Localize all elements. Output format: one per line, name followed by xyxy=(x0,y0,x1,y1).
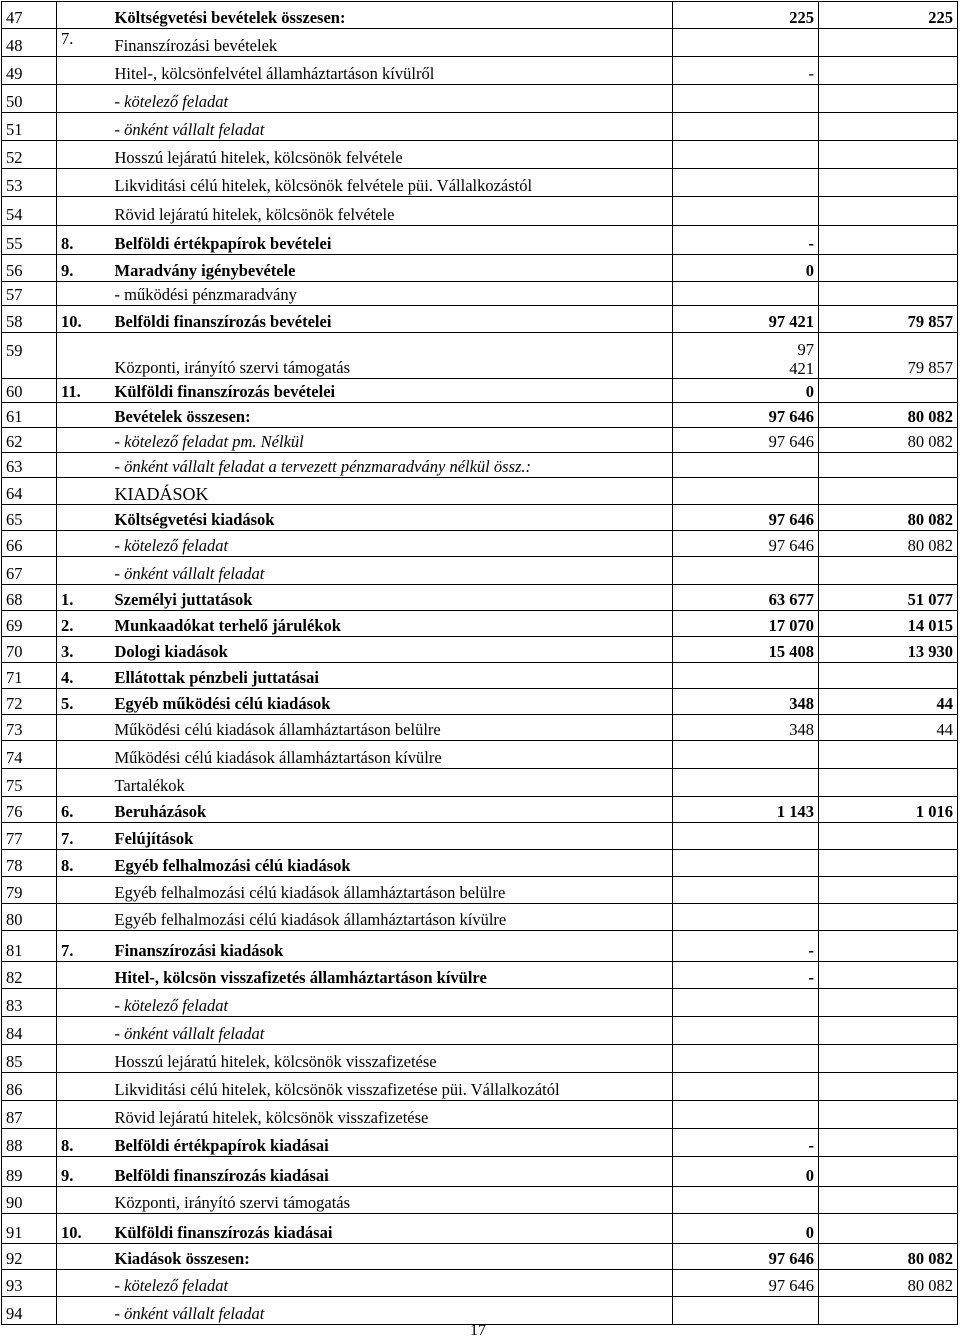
table-row xyxy=(2,478,958,505)
value-cell-a xyxy=(673,1045,819,1073)
value-cell-b: 80 082 xyxy=(819,1270,958,1297)
value-cell-a xyxy=(673,113,819,141)
item-number-cell xyxy=(57,113,111,141)
value-cell-b xyxy=(819,823,958,850)
value-cell-b: 13 930 xyxy=(819,637,958,663)
value-cell-b: 80 082 xyxy=(819,1244,958,1270)
value-cell-b xyxy=(819,226,958,255)
item-number-cell xyxy=(57,531,111,557)
value-cell-a: 97 646 xyxy=(673,1270,819,1297)
item-label-cell: Dologi kiadások xyxy=(111,637,673,663)
row-number-cell: 64 xyxy=(2,478,57,505)
table-row xyxy=(2,379,958,403)
item-label-cell: - önként vállalt feladat xyxy=(111,1017,673,1045)
item-label-cell: Finanszírozási kiadások xyxy=(111,931,673,962)
value-cell-a xyxy=(673,557,819,585)
value-cell-a xyxy=(673,85,819,113)
row-number-cell: 51 xyxy=(2,113,57,141)
value-cell-b xyxy=(819,1045,958,1073)
item-label-cell: Finanszírozási bevételek xyxy=(111,29,673,57)
item-label-cell: Hosszú lejáratú hitelek, kölcsönök visszafizetése xyxy=(111,1045,673,1073)
item-number-cell xyxy=(57,1045,111,1073)
table-row xyxy=(2,850,958,877)
row-number-cell: 87 xyxy=(2,1101,57,1129)
row-number-cell: 55 xyxy=(2,226,57,255)
item-label-cell: - önként vállalt feladat xyxy=(111,1297,673,1325)
value-cell-b: 14 015 xyxy=(819,611,958,637)
item-label-cell: Kiadások összesen: xyxy=(111,1244,673,1270)
item-number-cell xyxy=(57,453,111,478)
item-label-cell: - kötelező feladat xyxy=(111,1270,673,1297)
value-cell-a: 348 xyxy=(673,689,819,715)
row-number-cell: 67 xyxy=(2,557,57,585)
item-number-cell xyxy=(57,478,111,505)
value-cell-b xyxy=(819,663,958,689)
table-row xyxy=(2,282,958,306)
item-label-cell: Hosszú lejáratú hitelek, kölcsönök felvétele xyxy=(111,141,673,169)
row-number-cell: 49 xyxy=(2,57,57,85)
value-cell-a xyxy=(673,989,819,1017)
table-row xyxy=(2,962,958,989)
value-cell-a xyxy=(673,877,819,904)
table-row xyxy=(2,1244,958,1270)
table-row xyxy=(2,663,958,689)
item-number-cell: 3. xyxy=(57,637,111,663)
item-number-cell: 8. xyxy=(57,850,111,877)
value-cell-a: 1 143 xyxy=(673,797,819,823)
value-cell-b: 80 082 xyxy=(819,531,958,557)
row-number-cell: 78 xyxy=(2,850,57,877)
table-row xyxy=(2,931,958,962)
item-label-cell: Egyéb felhalmozási célú kiadások államháztartáson kívülre xyxy=(111,904,673,931)
item-number-cell xyxy=(57,1244,111,1270)
value-cell-b xyxy=(819,379,958,403)
value-cell-b xyxy=(819,113,958,141)
item-number-cell: 11. xyxy=(57,379,111,403)
item-number-cell xyxy=(57,197,111,226)
item-number-cell xyxy=(57,741,111,769)
item-label-cell: Egyéb működési célú kiadások xyxy=(111,689,673,715)
table-row xyxy=(2,1101,958,1129)
budget-table-body xyxy=(2,2,958,1325)
row-number-cell: 80 xyxy=(2,904,57,931)
value-cell-a: 97 646 xyxy=(673,428,819,453)
value-cell-a xyxy=(673,1187,819,1214)
item-number-cell xyxy=(57,1073,111,1101)
value-cell-b xyxy=(819,557,958,585)
value-cell-a: 97 646 xyxy=(673,531,819,557)
item-number-cell xyxy=(57,141,111,169)
item-number-cell xyxy=(57,769,111,797)
value-cell-b: 51 077 xyxy=(819,585,958,611)
row-number-cell: 58 xyxy=(2,306,57,333)
item-number-cell xyxy=(57,1017,111,1045)
item-label-cell: - önként vállalt feladat xyxy=(111,113,673,141)
item-label-cell: Belföldi értékpapírok bevételei xyxy=(111,226,673,255)
item-number-cell xyxy=(57,333,111,379)
item-label-cell: Működési célú kiadások államháztartáson kívülre xyxy=(111,741,673,769)
table-row xyxy=(2,403,958,428)
value-cell-a: 225 xyxy=(673,2,819,29)
row-number-cell: 53 xyxy=(2,169,57,197)
value-cell-a: 97 646 xyxy=(673,505,819,531)
item-label-cell: Munkaadókat terhelő járulékok xyxy=(111,611,673,637)
table-row xyxy=(2,29,958,57)
value-cell-a xyxy=(673,741,819,769)
item-label-cell: Belföldi értékpapírok kiadásai xyxy=(111,1129,673,1157)
table-row xyxy=(2,85,958,113)
value-cell-b xyxy=(819,453,958,478)
value-cell-a: 97 421 xyxy=(673,306,819,333)
budget-table xyxy=(1,1,958,1325)
row-number-cell: 73 xyxy=(2,715,57,741)
value-cell-b xyxy=(819,931,958,962)
value-cell-a xyxy=(673,1073,819,1101)
item-number-cell xyxy=(57,282,111,306)
row-number-cell: 75 xyxy=(2,769,57,797)
table-row xyxy=(2,637,958,663)
row-number-cell: 54 xyxy=(2,197,57,226)
row-number-cell: 90 xyxy=(2,1187,57,1214)
value-cell-b xyxy=(819,741,958,769)
row-number-cell: 63 xyxy=(2,453,57,478)
value-cell-a: 0 xyxy=(673,1157,819,1187)
table-row xyxy=(2,769,958,797)
row-number-cell: 91 xyxy=(2,1214,57,1244)
value-cell-b: 44 xyxy=(819,689,958,715)
value-cell-a: 348 xyxy=(673,715,819,741)
value-cell-a xyxy=(673,823,819,850)
table-row xyxy=(2,428,958,453)
item-label-cell: Központi, irányító szervi támogatás xyxy=(111,1187,673,1214)
value-cell-b xyxy=(819,1187,958,1214)
item-label-cell: Költségvetési kiadások xyxy=(111,505,673,531)
row-number-cell: 66 xyxy=(2,531,57,557)
value-cell-b xyxy=(819,255,958,282)
value-cell-a: 0 xyxy=(673,379,819,403)
table-row xyxy=(2,1214,958,1244)
table-row xyxy=(2,505,958,531)
value-cell-a xyxy=(673,904,819,931)
value-cell-b: 44 xyxy=(819,715,958,741)
item-number-cell: 8. xyxy=(57,226,111,255)
value-cell-b xyxy=(819,85,958,113)
item-number-cell xyxy=(57,904,111,931)
table-row xyxy=(2,989,958,1017)
value-cell-b xyxy=(819,1017,958,1045)
item-number-cell xyxy=(57,1270,111,1297)
page-number: 17 xyxy=(470,1322,486,1339)
item-number-cell xyxy=(57,57,111,85)
row-number-cell: 79 xyxy=(2,877,57,904)
value-cell-b xyxy=(819,141,958,169)
row-number-cell: 65 xyxy=(2,505,57,531)
value-cell-a xyxy=(673,663,819,689)
table-row xyxy=(2,531,958,557)
table-row xyxy=(2,1073,958,1101)
table-row xyxy=(2,1297,958,1325)
item-label-cell: - kötelező feladat xyxy=(111,531,673,557)
row-number-cell: 62 xyxy=(2,428,57,453)
row-number-cell: 84 xyxy=(2,1017,57,1045)
table-row xyxy=(2,141,958,169)
item-number-cell: 8. xyxy=(57,1129,111,1157)
value-cell-a: - xyxy=(673,931,819,962)
value-cell-a: - xyxy=(673,57,819,85)
item-label-cell: Külföldi finanszírozás bevételei xyxy=(111,379,673,403)
value-cell-a xyxy=(673,282,819,306)
value-cell-b xyxy=(819,1073,958,1101)
row-number-cell: 57 xyxy=(2,282,57,306)
value-cell-a: 97 646 xyxy=(673,1244,819,1270)
item-number-cell xyxy=(57,962,111,989)
value-cell-a xyxy=(673,850,819,877)
value-cell-a xyxy=(673,197,819,226)
value-cell-b xyxy=(819,1214,958,1244)
row-number-cell: 50 xyxy=(2,85,57,113)
table-row xyxy=(2,226,958,255)
item-label-cell: Likviditási célú hitelek, kölcsönök felvétele püi. Vállalkozástól xyxy=(111,169,673,197)
row-number-cell: 76 xyxy=(2,797,57,823)
value-cell-b xyxy=(819,197,958,226)
row-number-cell: 61 xyxy=(2,403,57,428)
table-row xyxy=(2,57,958,85)
item-label-cell: Személyi juttatások xyxy=(111,585,673,611)
table-row xyxy=(2,904,958,931)
item-label-cell: - működési pénzmaradvány xyxy=(111,282,673,306)
row-number-cell: 77 xyxy=(2,823,57,850)
item-number-cell xyxy=(57,989,111,1017)
item-number-cell xyxy=(57,1297,111,1325)
table-row xyxy=(2,611,958,637)
value-cell-a: 15 408 xyxy=(673,637,819,663)
row-number-cell: 92 xyxy=(2,1244,57,1270)
item-label-cell: Egyéb felhalmozási célú kiadások államháztartáson belülre xyxy=(111,877,673,904)
table-row xyxy=(2,1017,958,1045)
value-cell-a: - xyxy=(673,962,819,989)
value-cell-b xyxy=(819,478,958,505)
item-label-cell: Ellátottak pénzbeli juttatásai xyxy=(111,663,673,689)
item-number-cell: 2. xyxy=(57,611,111,637)
table-row xyxy=(2,197,958,226)
table-row xyxy=(2,1129,958,1157)
value-cell-a: - xyxy=(673,226,819,255)
value-cell-b xyxy=(819,1101,958,1129)
row-number-cell: 88 xyxy=(2,1129,57,1157)
row-number-cell: 89 xyxy=(2,1157,57,1187)
value-cell-b xyxy=(819,57,958,85)
row-number-cell: 93 xyxy=(2,1270,57,1297)
row-number-cell: 47 xyxy=(2,2,57,29)
value-cell-a: 97 646 xyxy=(673,403,819,428)
item-label-cell: Beruházások xyxy=(111,797,673,823)
table-row xyxy=(2,1187,958,1214)
table-row xyxy=(2,1157,958,1187)
item-number-cell xyxy=(57,877,111,904)
value-cell-a xyxy=(673,769,819,797)
item-number-cell xyxy=(57,1187,111,1214)
table-row xyxy=(2,823,958,850)
item-label-cell: Tartalékok xyxy=(111,769,673,797)
item-label-cell: Belföldi finanszírozás kiadásai xyxy=(111,1157,673,1187)
value-cell-a: 0 xyxy=(673,255,819,282)
value-cell-a xyxy=(673,478,819,505)
item-number-cell: 9. xyxy=(57,255,111,282)
table-row xyxy=(2,585,958,611)
value-cell-b xyxy=(819,989,958,1017)
item-label-cell: - kötelező feladat pm. Nélkül xyxy=(111,428,673,453)
value-cell-a: 97 421 xyxy=(673,333,819,379)
item-label-cell: KIADÁSOK xyxy=(111,478,673,505)
value-cell-b: 80 082 xyxy=(819,428,958,453)
item-number-cell: 4. xyxy=(57,663,111,689)
item-label-cell: Központi, irányító szervi támogatás xyxy=(111,333,673,379)
row-number-cell: 74 xyxy=(2,741,57,769)
item-number-cell xyxy=(57,85,111,113)
value-cell-b xyxy=(819,1297,958,1325)
row-number-cell: 52 xyxy=(2,141,57,169)
item-number-cell xyxy=(57,403,111,428)
item-label-cell: Maradvány igénybevétele xyxy=(111,255,673,282)
item-number-cell: 10. xyxy=(57,306,111,333)
row-number-cell: 48 xyxy=(2,29,57,57)
table-row xyxy=(2,453,958,478)
item-label-cell: Egyéb felhalmozási célú kiadások xyxy=(111,850,673,877)
budget-table-page xyxy=(1,1,958,1325)
table-row xyxy=(2,255,958,282)
value-cell-a: 17 070 xyxy=(673,611,819,637)
item-number-cell: 9. xyxy=(57,1157,111,1187)
value-cell-b: 1 016 xyxy=(819,797,958,823)
row-number-cell: 60 xyxy=(2,379,57,403)
table-row xyxy=(2,1270,958,1297)
value-cell-b xyxy=(819,29,958,57)
table-row xyxy=(2,2,958,29)
table-row xyxy=(2,113,958,141)
item-number-cell: 7. xyxy=(57,29,111,57)
item-label-cell: Rövid lejáratú hitelek, kölcsönök felvétele xyxy=(111,197,673,226)
row-number-cell: 68 xyxy=(2,585,57,611)
value-cell-a xyxy=(673,1297,819,1325)
value-cell-a xyxy=(673,141,819,169)
item-label-cell: - önként vállalt feladat xyxy=(111,557,673,585)
row-number-cell: 86 xyxy=(2,1073,57,1101)
item-number-cell xyxy=(57,169,111,197)
value-cell-a xyxy=(673,453,819,478)
table-row xyxy=(2,306,958,333)
row-number-cell: 85 xyxy=(2,1045,57,1073)
value-cell-b: 225 xyxy=(819,2,958,29)
table-row xyxy=(2,557,958,585)
item-number-cell: 1. xyxy=(57,585,111,611)
item-number-cell: 7. xyxy=(57,823,111,850)
value-cell-b xyxy=(819,904,958,931)
table-row xyxy=(2,169,958,197)
table-row xyxy=(2,333,958,379)
item-number-cell xyxy=(57,505,111,531)
value-cell-b xyxy=(819,169,958,197)
item-number-cell xyxy=(57,428,111,453)
item-number-cell: 10. xyxy=(57,1214,111,1244)
value-cell-b xyxy=(819,877,958,904)
value-cell-a xyxy=(673,169,819,197)
item-label-cell: Hitel-, kölcsön visszafizetés államháztartáson kívülre xyxy=(111,962,673,989)
row-number-cell: 82 xyxy=(2,962,57,989)
table-row xyxy=(2,1045,958,1073)
item-number-cell xyxy=(57,2,111,29)
table-row xyxy=(2,877,958,904)
item-label-cell: - kötelező feladat xyxy=(111,989,673,1017)
value-cell-b xyxy=(819,1157,958,1187)
value-cell-b: 79 857 xyxy=(819,333,958,379)
table-row xyxy=(2,715,958,741)
item-number-cell: 7. xyxy=(57,931,111,962)
row-number-cell: 56 xyxy=(2,255,57,282)
row-number-cell: 72 xyxy=(2,689,57,715)
value-cell-a xyxy=(673,1017,819,1045)
item-label-cell: Működési célú kiadások államháztartáson belülre xyxy=(111,715,673,741)
value-cell-b xyxy=(819,282,958,306)
item-label-cell: Költségvetési bevételek összesen: xyxy=(111,2,673,29)
row-number-cell: 83 xyxy=(2,989,57,1017)
item-label-cell: Külföldi finanszírozás kiadásai xyxy=(111,1214,673,1244)
item-label-cell: Likviditási célú hitelek, kölcsönök visszafizetése püi. Vállalkozától xyxy=(111,1073,673,1101)
item-label-cell: - kötelező feladat xyxy=(111,85,673,113)
item-label-cell: Rövid lejáratú hitelek, kölcsönök visszafizetése xyxy=(111,1101,673,1129)
item-number-cell: 5. xyxy=(57,689,111,715)
item-label-cell: - önként vállalt feladat a tervezett pénzmaradvány nélkül össz.: xyxy=(111,453,673,478)
table-row xyxy=(2,797,958,823)
value-cell-a xyxy=(673,1101,819,1129)
row-number-cell: 81 xyxy=(2,931,57,962)
item-number-cell xyxy=(57,557,111,585)
row-number-cell: 94 xyxy=(2,1297,57,1325)
table-row xyxy=(2,689,958,715)
value-cell-b xyxy=(819,962,958,989)
table-row xyxy=(2,741,958,769)
item-number-cell xyxy=(57,1101,111,1129)
value-cell-b xyxy=(819,1129,958,1157)
item-label-cell: Belföldi finanszírozás bevételei xyxy=(111,306,673,333)
value-cell-b xyxy=(819,850,958,877)
value-cell-b xyxy=(819,769,958,797)
item-number-cell: 6. xyxy=(57,797,111,823)
value-cell-a xyxy=(673,29,819,57)
row-number-cell: 69 xyxy=(2,611,57,637)
item-label-cell: Bevételek összesen: xyxy=(111,403,673,428)
item-label-cell: Hitel-, kölcsönfelvétel államháztartáson kívülről xyxy=(111,57,673,85)
row-number-cell: 71 xyxy=(2,663,57,689)
value-cell-a: 63 677 xyxy=(673,585,819,611)
item-label-cell: Felújítások xyxy=(111,823,673,850)
row-number-cell: 59 xyxy=(2,333,57,379)
row-number-cell: 70 xyxy=(2,637,57,663)
value-cell-b: 80 082 xyxy=(819,505,958,531)
value-cell-a: 0 xyxy=(673,1214,819,1244)
value-cell-a: - xyxy=(673,1129,819,1157)
value-cell-b: 79 857 xyxy=(819,306,958,333)
value-cell-b: 80 082 xyxy=(819,403,958,428)
item-number-cell xyxy=(57,715,111,741)
